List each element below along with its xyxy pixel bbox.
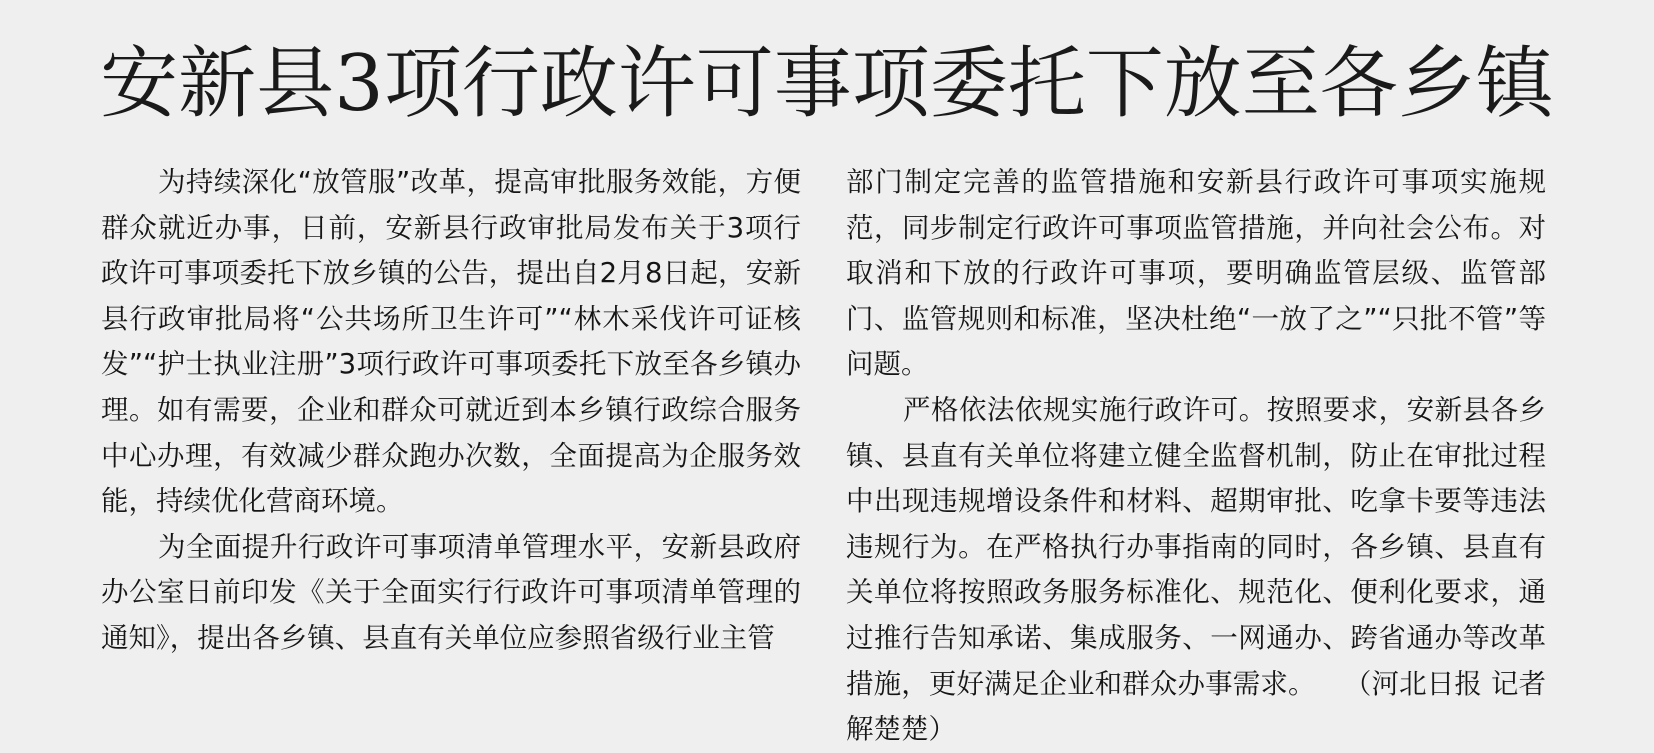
article-headline: 安新县3项行政许可事项委托下放至各乡镇	[100, 39, 1554, 129]
paragraph-3	[846, 388, 1546, 753]
left-column	[101, 160, 801, 662]
paragraph-2: 为全面提升行政许可事项清单管理水平，安新县政府办公室日前印发《关于全面实行行政许可事项清单管理的通知》，提出各乡镇、县直有关单位应参照省级行业主管	[101, 530, 801, 654]
source-credit: （河北日报 记者解楚楚）	[846, 667, 1546, 746]
paragraph-1: 为持续深化“放管服”改革，提高审批服务效能，方便群众就近办事，日前，安新县行政审批局发布关于3项行政许可事项委托下放乡镇的公告，提出自2月8日起，安新县行政审批局将“公共场所卫生许可”“林木采伐许可证核发”“护士执业注册”3项行政许可事项委托下放至各乡镇办理。如有需要，企业和群众可就近到本乡镇行政综合服务中心办理，有效减少群众跑办次数，全面提高为企服务效能，持续优化营商环境。	[101, 166, 801, 518]
right-column	[846, 160, 1546, 753]
paragraph-3-text: 严格依法依规实施行政许可。按照要求，安新县各乡镇、县直有关单位将建立健全监督机制，防止在审批过程中出现违规增设条件和材料、超期审批、吃拿卡要等违法违规行为。在严格执行办事指南的同时，各乡镇、县直有关单位将按照政务服务标准化、规范化、便利化要求，通过推行告知承诺、集成服务、一网通办、跨省通办等改革措施，更好满足企业和群众办事需求。	[846, 393, 1546, 700]
paragraph-2-continued: 部门制定完善的监管措施和安新县行政许可事项实施规范，同步制定行政许可事项监管措施，并向社会公布。对取消和下放的行政许可事项，要明确监管层级、监管部门、监管规则和标准，坚决杜绝“一放了之”“只批不管”等问题。	[846, 166, 1546, 381]
